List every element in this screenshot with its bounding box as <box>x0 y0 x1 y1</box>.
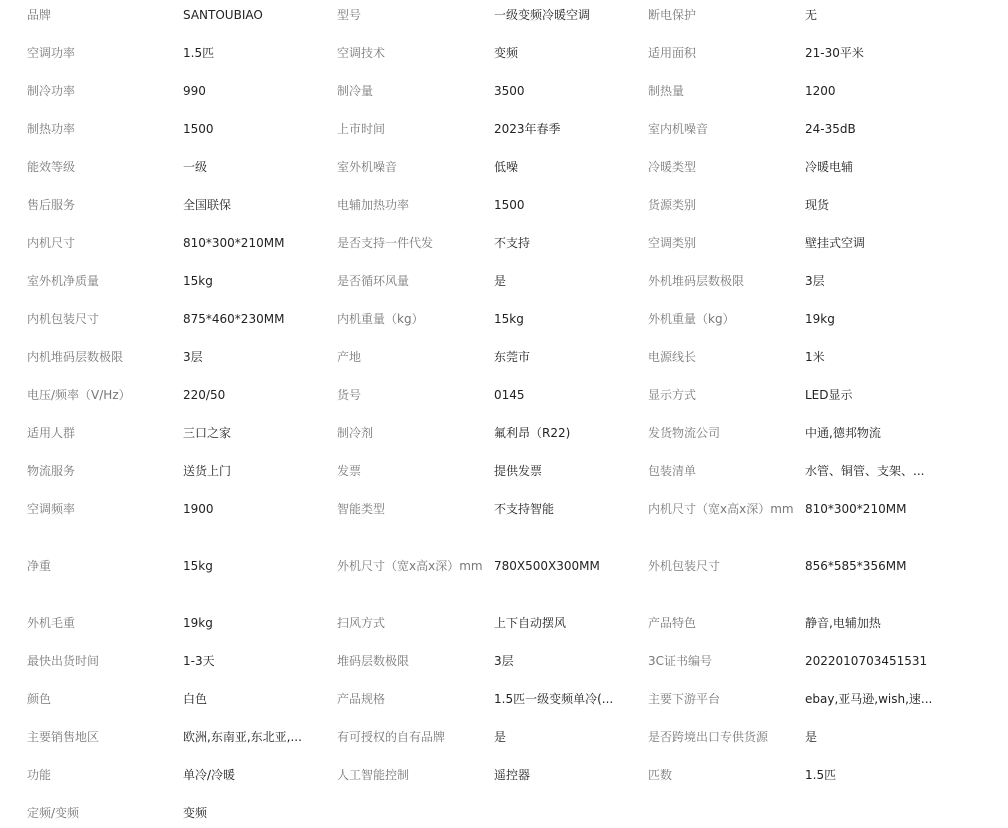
spec-row <box>0 76 1008 114</box>
spec-value: 2023年春季 <box>494 122 561 136</box>
spec-label: 堆码层数极限 <box>337 654 410 668</box>
spec-value: 780X500X300MM <box>494 559 600 573</box>
spec-label: 最快出货时间 <box>27 654 100 668</box>
spec-value: 白色 <box>183 692 208 706</box>
spec-value: 15kg <box>183 274 213 288</box>
spec-value: 不支持智能 <box>494 502 555 516</box>
spec-value: 一级 <box>183 160 208 174</box>
spec-label: 制热量 <box>648 84 685 98</box>
spec-row <box>0 228 1008 266</box>
spec-label: 型号 <box>337 8 362 22</box>
spec-row <box>0 190 1008 228</box>
spec-row <box>0 494 1008 551</box>
spec-label: 货号 <box>337 388 362 402</box>
spec-label: 定频/变频 <box>27 806 80 820</box>
spec-value: 全国联保 <box>183 198 232 212</box>
spec-value: 810*300*210MM <box>805 502 907 516</box>
spec-label: 室内机噪音 <box>648 122 709 136</box>
spec-label: 3C证书编号 <box>648 654 713 668</box>
spec-value: 1.5匹 <box>183 46 215 60</box>
spec-row <box>0 304 1008 342</box>
spec-value: 19kg <box>183 616 213 630</box>
spec-value: 21-30平米 <box>805 46 864 60</box>
spec-label: 产品规格 <box>337 692 386 706</box>
spec-row <box>0 38 1008 76</box>
spec-label: 外机堆码层数极限 <box>648 274 745 288</box>
spec-value: 静音,电辅加热 <box>805 616 881 630</box>
spec-label: 净重 <box>27 559 52 573</box>
spec-label: 包装清单 <box>648 464 697 478</box>
spec-value: 3层 <box>183 350 203 364</box>
spec-row <box>0 456 1008 494</box>
spec-row <box>0 551 1008 608</box>
spec-value: 15kg <box>183 559 213 573</box>
spec-row <box>0 608 1008 646</box>
spec-value: 东莞市 <box>494 350 531 364</box>
spec-value: 856*585*356MM <box>805 559 907 573</box>
spec-row <box>0 798 1008 828</box>
spec-label: 扫风方式 <box>337 616 386 630</box>
spec-label: 空调频率 <box>27 502 76 516</box>
spec-value <box>494 798 648 803</box>
spec-label: 内机重量（kg） <box>337 312 424 326</box>
spec-value: 变频 <box>183 806 208 820</box>
spec-value: 单冷/冷暖 <box>183 768 236 782</box>
spec-label: 上市时间 <box>337 122 386 136</box>
spec-label: 电辅加热功率 <box>337 198 410 212</box>
spec-value: 送货上门 <box>183 464 232 478</box>
spec-value: 3层 <box>805 274 825 288</box>
spec-row <box>0 152 1008 190</box>
spec-value: 是 <box>805 730 818 744</box>
spec-value: 变频 <box>494 46 519 60</box>
spec-label: 外机尺寸（宽x高x深）mm <box>337 559 483 573</box>
spec-label: 冷暖类型 <box>648 160 697 174</box>
spec-value: 氟利昂（R22) <box>494 426 571 440</box>
spec-label: 智能类型 <box>337 502 386 516</box>
spec-label: 主要销售地区 <box>27 730 100 744</box>
spec-row <box>0 684 1008 722</box>
spec-value: 3层 <box>494 654 514 668</box>
spec-label: 外机包装尺寸 <box>648 559 721 573</box>
spec-row <box>0 380 1008 418</box>
spec-label: 人工智能控制 <box>337 768 410 782</box>
spec-value: 990 <box>183 84 206 98</box>
spec-label: 发货物流公司 <box>648 426 721 440</box>
spec-value: 无 <box>805 8 818 22</box>
spec-label: 适用人群 <box>27 426 76 440</box>
spec-label: 功能 <box>27 768 52 782</box>
spec-label: 空调功率 <box>27 46 76 60</box>
spec-label: 制热功率 <box>27 122 76 136</box>
spec-value: 是 <box>494 730 507 744</box>
spec-row <box>0 722 1008 760</box>
spec-label <box>337 798 494 803</box>
spec-label: 颜色 <box>27 692 52 706</box>
spec-value: 15kg <box>494 312 524 326</box>
spec-label: 空调类别 <box>648 236 697 250</box>
spec-label: 电压/频率（V/Hz） <box>27 388 131 402</box>
spec-value: 1900 <box>183 502 214 516</box>
spec-row <box>0 646 1008 684</box>
spec-row <box>0 114 1008 152</box>
spec-label: 货源类别 <box>648 198 697 212</box>
spec-label: 发票 <box>337 464 362 478</box>
spec-label: 室外机净质量 <box>27 274 100 288</box>
spec-value: 不支持 <box>494 236 531 250</box>
spec-label: 内机堆码层数极限 <box>27 350 124 364</box>
spec-value: 现货 <box>805 198 830 212</box>
spec-value: 上下自动摆风 <box>494 616 567 630</box>
spec-value: 提供发票 <box>494 464 543 478</box>
spec-label: 适用面积 <box>648 46 697 60</box>
spec-label: 是否跨境出口专供货源 <box>648 730 769 744</box>
spec-label: 外机重量（kg） <box>648 312 735 326</box>
spec-label: 匹数 <box>648 768 673 782</box>
spec-value: 一级变频冷暖空调 <box>494 8 591 22</box>
spec-value: 3500 <box>494 84 525 98</box>
spec-row <box>0 760 1008 798</box>
spec-label: 内机包装尺寸 <box>27 312 100 326</box>
spec-label: 制冷功率 <box>27 84 76 98</box>
spec-value: 2022010703451531 <box>805 654 928 668</box>
spec-label: 品牌 <box>27 8 52 22</box>
spec-label: 外机毛重 <box>27 616 76 630</box>
spec-value: 欧洲,东南亚,东北亚,... <box>183 730 302 744</box>
spec-label: 有可授权的自有品牌 <box>337 730 446 744</box>
spec-label: 主要下游平台 <box>648 692 721 706</box>
spec-value: 19kg <box>805 312 835 326</box>
spec-row <box>0 266 1008 304</box>
spec-value: 1米 <box>805 350 825 364</box>
spec-label: 内机尺寸 <box>27 236 76 250</box>
spec-row <box>0 418 1008 456</box>
spec-value: 220/50 <box>183 388 226 402</box>
spec-label: 内机尺寸（宽x高x深）mm <box>648 502 794 516</box>
spec-value: LED显示 <box>805 388 853 402</box>
spec-value: 低噪 <box>494 160 519 174</box>
spec-value: 壁挂式空调 <box>805 236 866 250</box>
spec-value: 1.5匹 <box>805 768 837 782</box>
spec-value: 810*300*210MM <box>183 236 285 250</box>
spec-value: ebay,亚马逊,wish,速... <box>805 692 933 706</box>
spec-label: 显示方式 <box>648 388 697 402</box>
spec-label <box>648 798 805 803</box>
spec-row <box>0 342 1008 380</box>
spec-row <box>0 0 1008 38</box>
spec-label: 售后服务 <box>27 198 76 212</box>
spec-label: 制冷剂 <box>337 426 374 440</box>
spec-value: 冷暖电辅 <box>805 160 854 174</box>
spec-label: 物流服务 <box>27 464 76 478</box>
spec-label: 电源线长 <box>648 350 697 364</box>
spec-value: 24-35dB <box>805 122 856 136</box>
spec-value: 1500 <box>494 198 525 212</box>
spec-value: 中通,德邦物流 <box>805 426 881 440</box>
spec-value: 1.5匹一级变频单冷(... <box>494 692 614 706</box>
spec-label: 能效等级 <box>27 160 76 174</box>
spec-value: 水管、铜管、支架、... <box>805 464 925 478</box>
spec-value: SANTOUBIAO <box>183 8 263 22</box>
spec-value: 875*460*230MM <box>183 312 285 326</box>
spec-label: 断电保护 <box>648 8 697 22</box>
spec-label: 空调技术 <box>337 46 386 60</box>
spec-label: 是否循环风量 <box>337 274 410 288</box>
spec-label: 制冷量 <box>337 84 374 98</box>
spec-value <box>805 798 1008 803</box>
spec-value: 是 <box>494 274 507 288</box>
spec-value: 1500 <box>183 122 214 136</box>
spec-label: 产品特色 <box>648 616 697 630</box>
spec-label: 是否支持一件代发 <box>337 236 434 250</box>
spec-value: 1-3天 <box>183 654 215 668</box>
spec-value: 三口之家 <box>183 426 232 440</box>
spec-value: 1200 <box>805 84 836 98</box>
spec-label: 室外机噪音 <box>337 160 398 174</box>
spec-value: 0145 <box>494 388 525 402</box>
spec-label: 产地 <box>337 350 362 364</box>
spec-value: 遥控器 <box>494 768 531 782</box>
